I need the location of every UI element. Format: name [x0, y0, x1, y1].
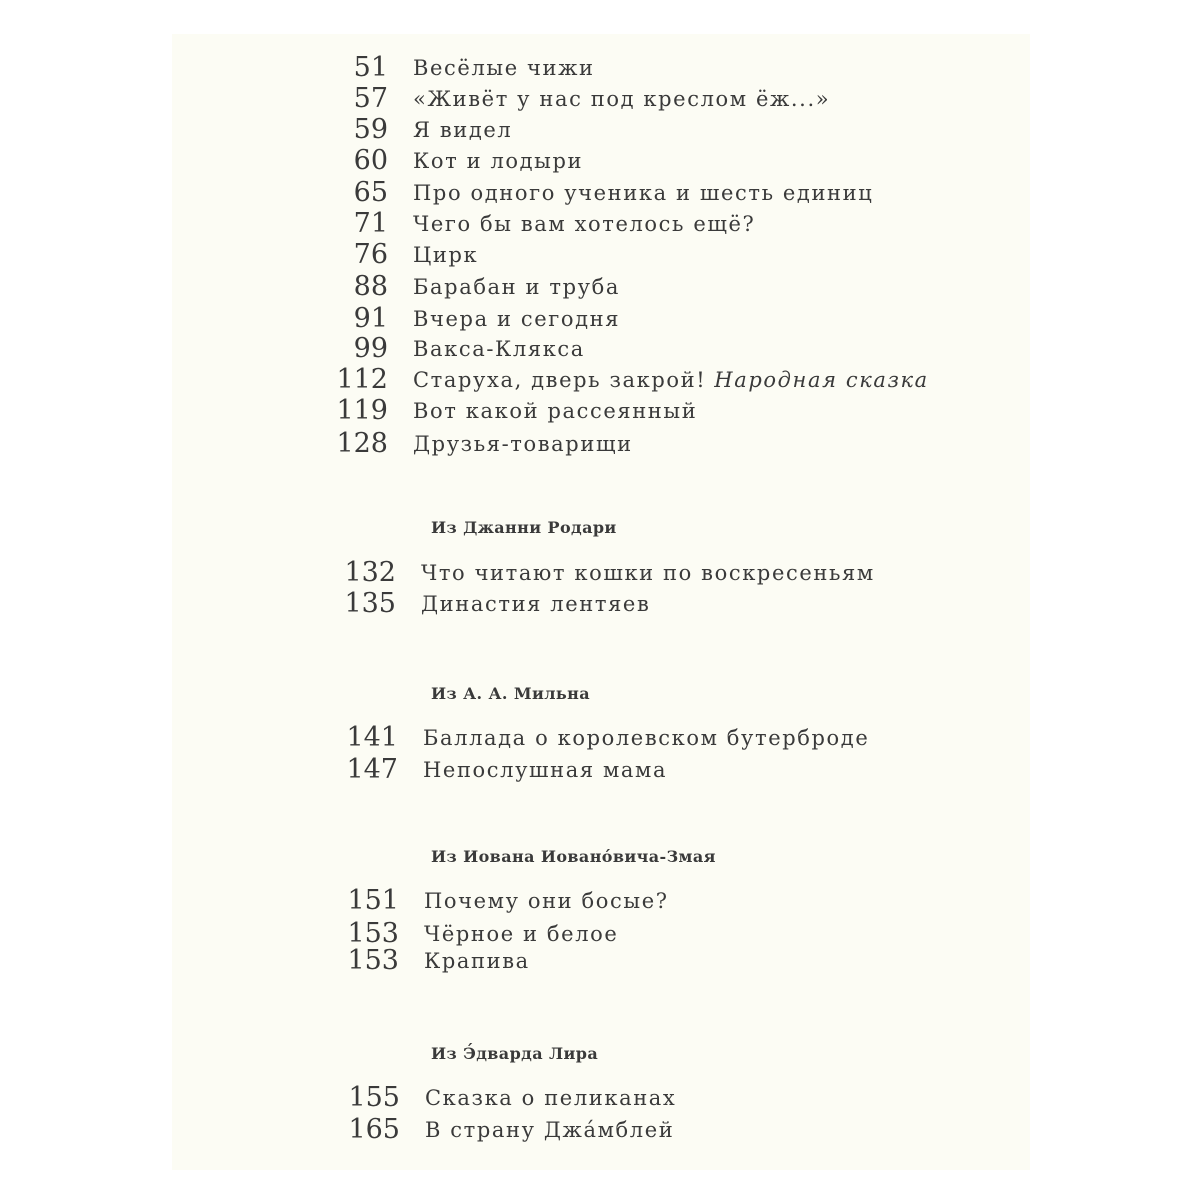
entry-title: Крапива: [424, 949, 530, 973]
page-number: 99: [353, 333, 388, 364]
section-heading-zmaj: Из Иована Иованóвича-Змая: [431, 847, 716, 866]
entry-title: Баллада о королевском бутерброде: [423, 726, 870, 750]
section-heading-milne: Из А. А. Мильна: [431, 684, 591, 703]
section-heading-rodari: Из Джанни Родари: [431, 518, 617, 537]
entry-title: Вакса-Клякса: [413, 337, 585, 361]
entry-subtitle: Народная сказка: [714, 368, 929, 392]
entry-title: «Живёт у нас под креслом ёж...»: [413, 87, 831, 111]
page-number: 119: [336, 395, 388, 426]
page-number: 151: [347, 885, 399, 916]
page-number: 88: [353, 271, 388, 302]
entry-title: Весёлые чижи: [413, 56, 595, 80]
entry-title: Вчера и сегодня: [413, 307, 621, 331]
page-number: 128: [336, 428, 388, 459]
page-number: 112: [336, 364, 388, 395]
entry-title: [413, 364, 929, 396]
entry-title: Почему они босые?: [424, 889, 669, 913]
entry-title: Барабан и труба: [413, 275, 621, 299]
page-number: 51: [353, 52, 388, 83]
entry-title: Чёрное и белое: [424, 922, 619, 946]
page-number: 155: [348, 1082, 400, 1113]
page-number: 165: [348, 1114, 400, 1145]
entry-title: Непослушная мама: [423, 758, 668, 782]
page-number: 60: [353, 145, 388, 176]
page-number: 132: [344, 557, 396, 588]
page-number: 59: [353, 114, 388, 145]
entry-title: Друзья-товарищи: [413, 432, 633, 456]
entry-title: Цирк: [413, 243, 479, 267]
entry-title: Что читают кошки по воскресеньям: [421, 561, 875, 585]
entry-title: Сказка о пеликанах: [425, 1086, 677, 1110]
entry-title: Кот и лодыри: [413, 149, 584, 173]
page-number: 65: [353, 177, 388, 208]
page-number: 71: [353, 208, 388, 239]
page-number: 57: [353, 83, 388, 114]
page-number: 153: [347, 918, 399, 949]
page-number: 141: [346, 722, 398, 753]
page-number: 147: [346, 754, 398, 785]
page-number: 135: [344, 588, 396, 619]
section-heading-lear: Из Э́дварда Лира: [431, 1044, 599, 1063]
entry-title: В страну Джáмблей: [425, 1118, 675, 1142]
page-number: 76: [353, 239, 388, 270]
entry-title: Про одного ученика и шесть единиц: [413, 181, 874, 205]
page-number: 91: [353, 303, 388, 334]
page-number: 153: [347, 945, 399, 976]
entry-title: Я видел: [413, 118, 513, 142]
entry-title: Династия лентяев: [421, 592, 651, 616]
entry-title: Чего бы вам хотелось ещё?: [413, 212, 756, 236]
entry-title: Вот какой рассеянный: [413, 399, 698, 423]
entry-title-main: Старуха, дверь закрой!: [413, 368, 707, 392]
